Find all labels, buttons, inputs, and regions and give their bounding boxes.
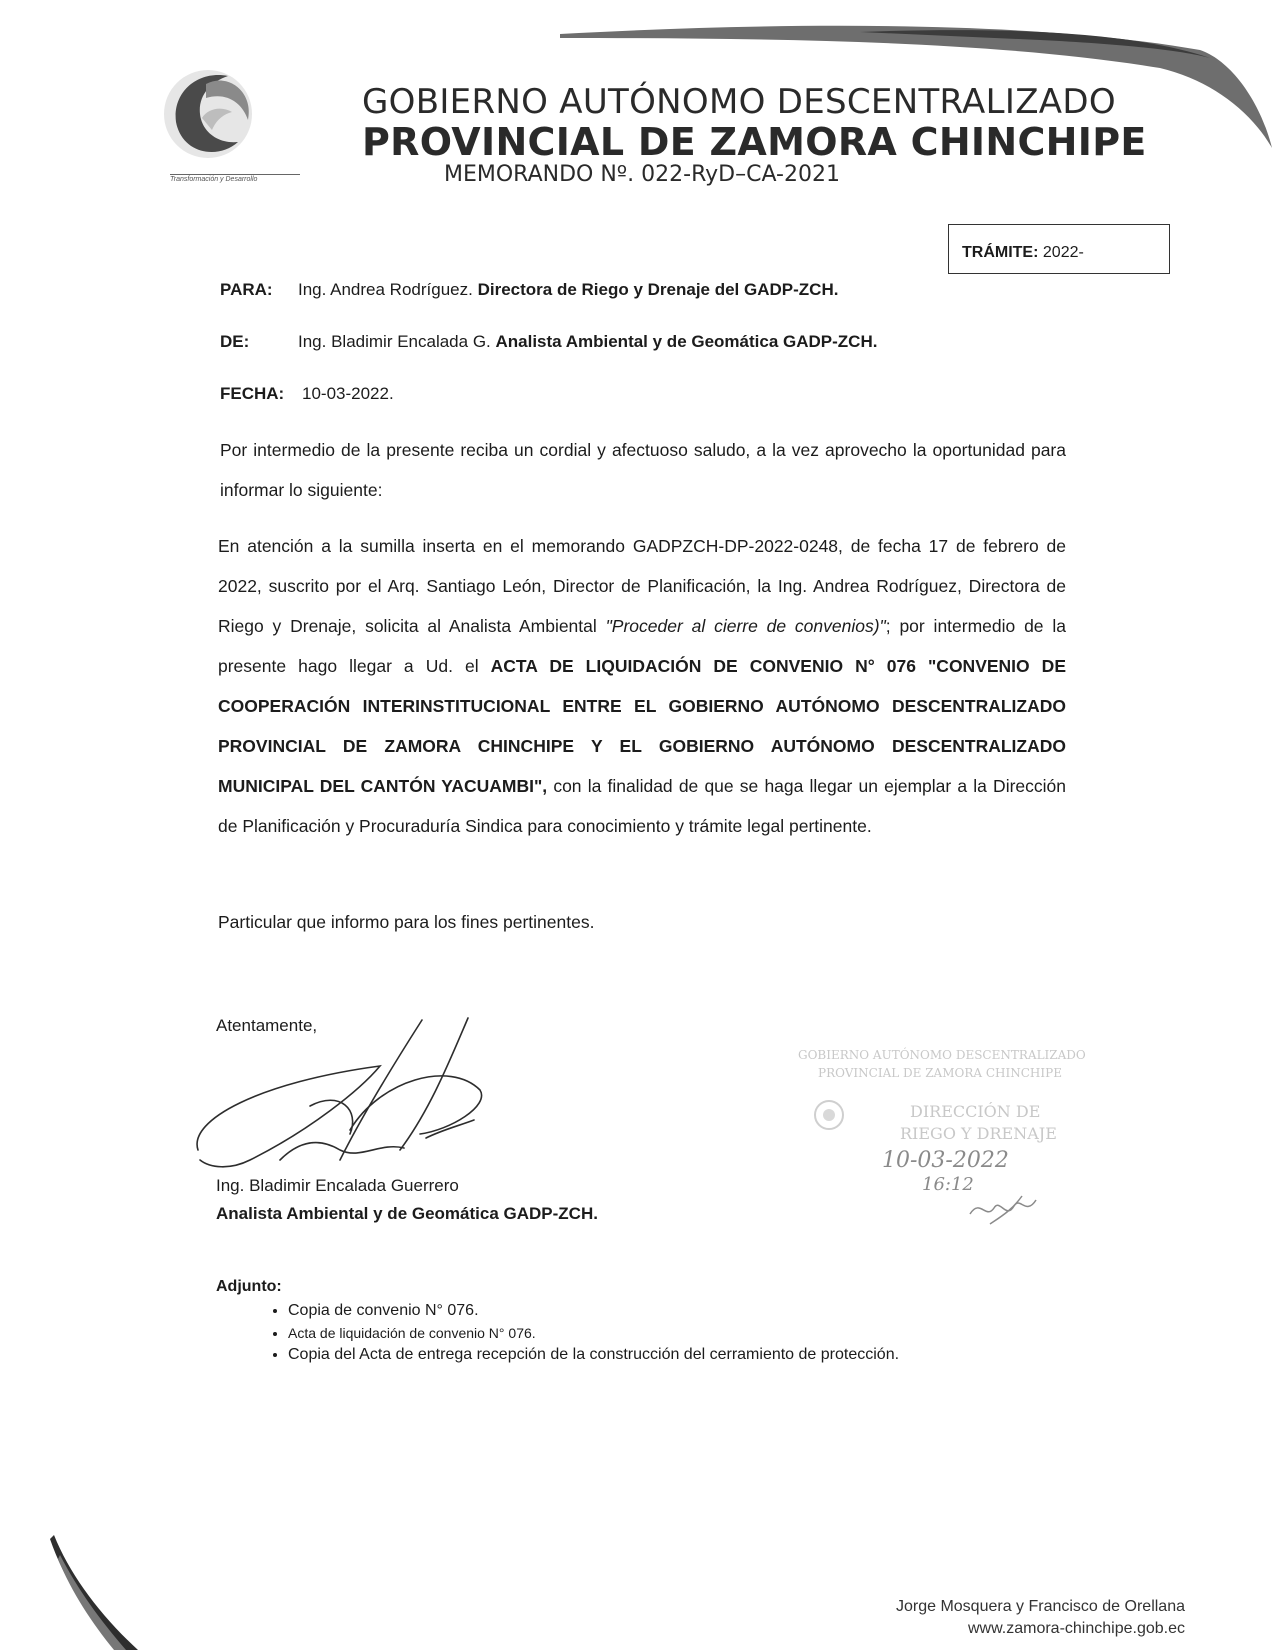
fecha-value: 10-03-2022. bbox=[302, 384, 394, 403]
stamp-date: 10-03-2022 bbox=[882, 1148, 1009, 1173]
institution-logo bbox=[158, 62, 298, 192]
signatory-title: Analista Ambiental y de Geomática GADP-ZCH. bbox=[216, 1204, 598, 1223]
logo-tagline: Transformación y Desarrollo bbox=[170, 174, 300, 183]
header-title-line2: PROVINCIAL DE ZAMORA CHINCHIPE bbox=[362, 120, 1147, 164]
de-value bbox=[298, 332, 877, 352]
main-paragraph-text-a: En atención a la sumilla inserta en el memorando GADPZCH-DP-2022-0248, de fecha 17 de febrero de 2022, suscrito por el Arq. Santiago León, Director de Planificación, la Ing. Andrea Rodríguez, Directora de Riego y Drenaje, solicita al Analista Ambiental bbox=[218, 536, 1066, 636]
memo-number: MEMORANDO Nº. 022-RyD–CA-2021 bbox=[444, 162, 840, 187]
stamp-line3: DIRECCIÓN DE bbox=[910, 1102, 1041, 1121]
tramite-label: TRÁMITE: bbox=[962, 244, 1039, 261]
tramite-field bbox=[962, 244, 1084, 262]
attachment-item: • Copia de convenio N° 076. bbox=[288, 1302, 1148, 1320]
para-value bbox=[298, 280, 838, 300]
main-paragraph-bold: ACTA DE LIQUIDACIÓN DE CONVENIO N° 076 "CONVENIO DE COOPERACIÓN INTERINSTITUCIONAL ENTRE EL GOBIERNO AUTÓNOMO DESCENTRALIZADO PROVINCIAL DE ZAMORA CHINCHIPE Y EL GOBIERNO AUTÓNOMO DESCENTRALIZADO MUNICIPAL DEL CANTÓN YACUAMBI", bbox=[218, 656, 1066, 796]
footer-address: Jorge Mosquera y Francisco de Orellana bbox=[895, 1598, 1185, 1615]
para-role: Directora de Riego y Drenaje del GADP-ZCH. bbox=[477, 280, 839, 299]
stamp-line4: RIEGO Y DRENAJE bbox=[900, 1124, 1057, 1143]
header-title-line1: GOBIERNO AUTÓNOMO DESCENTRALIZADO bbox=[362, 82, 1116, 122]
stamp-seal-icon bbox=[812, 1098, 846, 1132]
main-paragraph-text-c: con la finalidad de que se haga llegar un ejemplar a la Dirección de Planificación y Procuraduría Sindica para conocimiento y trámite legal pertinente. bbox=[218, 776, 1066, 836]
footer-swoosh-decoration bbox=[50, 1535, 140, 1650]
attachment-item: • Acta de liquidación de convenio N° 076. bbox=[288, 1325, 1148, 1341]
de-name: Ing. Bladimir Encalada G. bbox=[298, 332, 491, 351]
signatory-name: Ing. Bladimir Encalada Guerrero bbox=[216, 1176, 459, 1195]
main-paragraph-quote: "Proceder al cierre de convenios)" bbox=[605, 616, 886, 636]
attachment-item: • Copia del Acta de entrega recepción de la construcción del cerramiento de protección. bbox=[288, 1346, 1148, 1364]
stamp-line1: GOBIERNO AUTÓNOMO DESCENTRALIZADO bbox=[798, 1048, 1086, 1062]
closing-paragraph: Particular que informo para los fines pertinentes. bbox=[218, 912, 595, 932]
attachments-list bbox=[232, 1302, 1148, 1369]
fecha-label: FECHA: bbox=[220, 384, 285, 403]
para-label: PARA: bbox=[220, 280, 273, 299]
footer-website: www.zamora-chinchipe.gob.ec bbox=[968, 1620, 1185, 1637]
de-label: DE: bbox=[220, 332, 250, 351]
stamp-line2: PROVINCIAL DE ZAMORA CHINCHIPE bbox=[818, 1066, 1062, 1080]
handwritten-signature bbox=[190, 1010, 520, 1185]
para-name: Ing. Andrea Rodríguez. bbox=[298, 280, 473, 299]
salutation: Atentamente, bbox=[216, 1016, 318, 1035]
main-paragraph-text-b: ; por intermedio de la presente hago llegar a Ud. el bbox=[218, 616, 1066, 676]
de-role: Analista Ambiental y de Geomática GADP-ZCH. bbox=[495, 332, 878, 351]
stamp-initials-scribble bbox=[966, 1190, 1046, 1226]
logo-emblem-icon bbox=[158, 62, 258, 162]
reception-stamp bbox=[790, 1048, 1120, 1228]
attachments-label: Adjunto: bbox=[216, 1278, 282, 1295]
stamp-time: 16:12 bbox=[922, 1174, 974, 1195]
tramite-value: 2022- bbox=[1042, 244, 1084, 261]
main-paragraph bbox=[218, 526, 1066, 846]
intro-paragraph: Por intermedio de la presente reciba un cordial y afectuoso saludo, a la vez aprovecho la oportunidad para informar lo siguiente: bbox=[220, 440, 1066, 500]
